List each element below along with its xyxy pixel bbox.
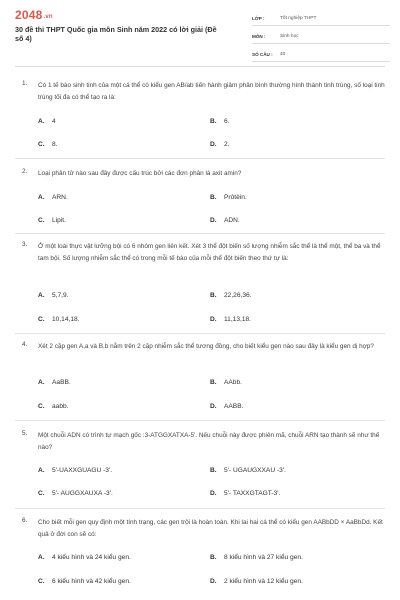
option-text: 8 kiểu hình và 27 kiểu gen.	[224, 554, 303, 561]
option-label: C.	[38, 141, 45, 148]
option-label: A.	[38, 118, 45, 125]
option-d[interactable]	[210, 490, 280, 497]
option-text: aabb.	[52, 403, 69, 410]
option-text: AABB.	[224, 403, 244, 410]
logo-suffix: .vn	[43, 14, 53, 20]
option-d[interactable]	[210, 316, 251, 323]
option-label: A.	[38, 467, 45, 474]
option-text: ADN.	[224, 217, 240, 224]
site-logo[interactable]	[15, 8, 53, 22]
option-a[interactable]	[38, 379, 71, 386]
option-c[interactable]	[38, 316, 80, 323]
question-divider	[15, 233, 385, 234]
option-d[interactable]	[210, 578, 303, 585]
option-label: B.	[210, 379, 217, 386]
question-text: Một chuỗi ADN có trình tự mạch gốc :3-ATGGXATXA-5'. Nếu chuỗi này được phiên mã, chuỗi ARN tạo thành sẽ như thế nào?	[38, 432, 380, 451]
question-divider	[15, 508, 385, 509]
option-d[interactable]	[210, 403, 243, 410]
question-number: 2.	[22, 168, 28, 175]
option-a[interactable]	[38, 554, 131, 561]
option-label: D.	[210, 490, 217, 497]
option-c[interactable]	[38, 141, 58, 148]
option-text: 11,13,18.	[224, 316, 252, 323]
question-number: 1.	[22, 80, 28, 87]
option-label: C.	[38, 490, 45, 497]
header	[0, 0, 400, 64]
option-text: 5'- UGAUGXXAU -3'.	[224, 467, 286, 474]
option-label: A.	[38, 292, 45, 299]
question-number: 6.	[22, 517, 28, 524]
option-label: B.	[210, 467, 217, 474]
option-text: 22,26,36.	[224, 292, 252, 299]
option-label: D.	[210, 578, 217, 585]
option-c[interactable]	[38, 578, 131, 585]
question-number: 4.	[22, 341, 28, 348]
option-text: AaBB.	[52, 379, 71, 386]
question-text: Có 1 tế bào sinh tinh của một cá thể có kiểu gen AB/ab tiến hành giảm phân bình thường hình thành tinh trùng, số loại tinh trùng tối đa có thể tạo ra là:	[38, 82, 385, 101]
meta-value: 40	[280, 52, 286, 57]
option-c[interactable]	[38, 217, 66, 224]
option-label: A.	[38, 194, 45, 201]
option-text: 4 kiểu hình và 24 kiểu gen.	[52, 554, 131, 561]
option-d[interactable]	[210, 141, 230, 148]
question-text: Ở một loài thực vật lưỡng bội có 6 nhóm gen liên kết. Xét 3 thể đột biến số lượng nhiễm sắc thể là thể một, thể ba và thể tam bội. Số lượng nhiễm sắc thể có trong mỗi tế bào của mỗi thể đột biến theo thứ tự là:	[38, 243, 381, 262]
option-label: B.	[210, 292, 217, 299]
option-text: Lipit.	[52, 217, 66, 224]
option-text: 5'- AUGGXAUXA -3'.	[52, 490, 113, 497]
option-label: D.	[210, 403, 217, 410]
option-label: A.	[38, 379, 45, 386]
option-text: 8.	[52, 141, 58, 148]
option-label: C.	[38, 578, 45, 585]
option-text: 2 kiểu hình và 12 kiểu gen.	[224, 578, 303, 585]
question-text: Loại phân tử nào sau đây được cấu trúc bởi các đơn phân là axit amin?	[38, 170, 242, 177]
option-label: C.	[38, 403, 45, 410]
option-label: B.	[210, 554, 217, 561]
option-label: D.	[210, 316, 217, 323]
option-label: B.	[210, 118, 217, 125]
option-c[interactable]	[38, 403, 69, 410]
option-b[interactable]	[210, 379, 242, 386]
option-a[interactable]	[38, 118, 56, 125]
option-b[interactable]	[210, 554, 303, 561]
option-label: C.	[38, 316, 45, 323]
option-label: A.	[38, 554, 45, 561]
option-c[interactable]	[38, 490, 113, 497]
option-label: D.	[210, 217, 217, 224]
question-text: Cho biết mỗi gen quy định một tính trạng, các gen trội là hoàn toàn. Khi lai hai cá thể có kiểu gen AABbDD × AaBbDd. Kết quả ở đời con sẽ có:	[38, 519, 383, 538]
option-text: 5'- TAXXGTAGT-3'.	[224, 490, 281, 497]
meta-label: SỐ CÂU :	[252, 52, 273, 57]
meta-value: Tốt nghiệp THPT	[280, 16, 317, 21]
option-a[interactable]	[38, 292, 69, 299]
option-text: 10,14,18.	[52, 316, 80, 323]
option-b[interactable]	[210, 292, 252, 299]
question-divider	[15, 333, 385, 334]
meta-row-count	[252, 48, 390, 62]
option-text: 6 kiểu hình và 42 kiểu gen.	[52, 578, 131, 585]
option-text: 2.	[224, 141, 230, 148]
option-text: 6.	[224, 118, 230, 125]
option-b[interactable]	[210, 194, 247, 201]
meta-label: LỚP :	[252, 16, 265, 21]
option-b[interactable]	[210, 467, 286, 474]
header-divider	[15, 66, 385, 67]
meta-row-grade	[252, 12, 390, 26]
question-divider	[15, 158, 385, 159]
option-a[interactable]	[38, 467, 112, 474]
meta-row-subject	[252, 30, 390, 44]
question-text: Xét 2 cặp gen A,a và B,b nằm trên 2 cặp nhiễm sắc thể tương đồng, cho biết kiểu gen nào sau đây là kiểu gen dị hợp?	[38, 343, 374, 350]
option-a[interactable]	[38, 194, 68, 201]
option-label: D.	[210, 141, 217, 148]
question-number: 5.	[22, 430, 28, 437]
question-number: 3.	[22, 241, 28, 248]
option-text: Prôtêin.	[224, 194, 247, 201]
option-label: C.	[38, 217, 45, 224]
option-text: 5,7,9.	[52, 292, 69, 299]
page-title: 30 đề thi THPT Quốc gia môn Sinh năm 2022 có lời giải (Đề số 4)	[15, 25, 217, 43]
option-text: 4	[52, 118, 56, 125]
meta-value: Sinh học	[280, 34, 299, 39]
question-divider	[15, 420, 385, 421]
option-text: AAbb.	[224, 379, 242, 386]
option-text: 5'-UAXXGUAGU -3'.	[52, 467, 113, 474]
option-b[interactable]	[210, 118, 230, 125]
meta-table	[252, 12, 390, 66]
option-label: B.	[210, 194, 217, 201]
option-text: ARN.	[52, 194, 68, 201]
option-d[interactable]	[210, 217, 240, 224]
logo-text: 2048	[15, 8, 43, 22]
meta-label: MÔN :	[252, 34, 266, 39]
